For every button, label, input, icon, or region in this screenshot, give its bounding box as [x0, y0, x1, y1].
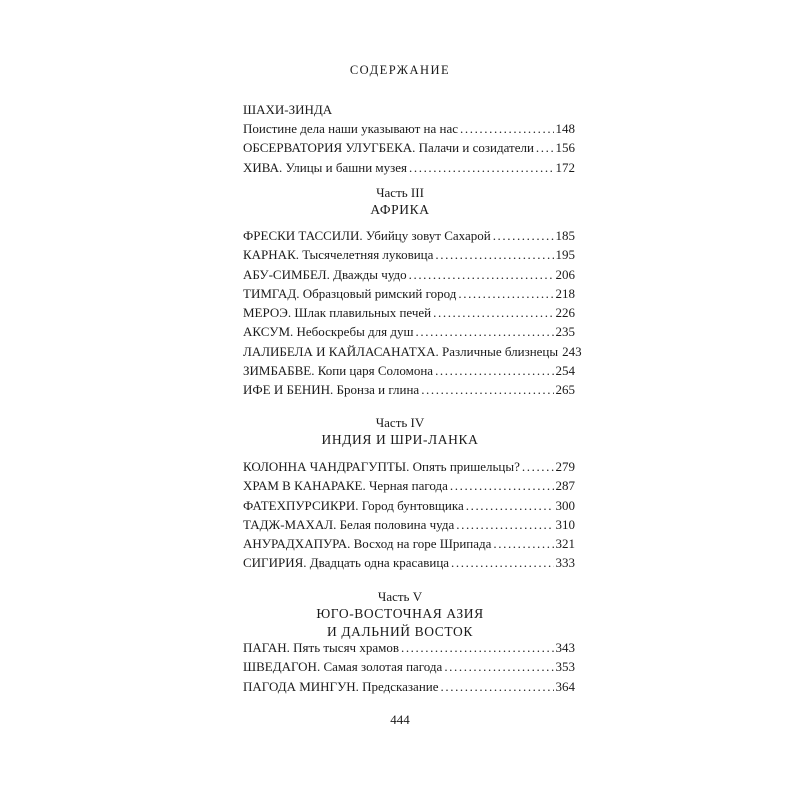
- toc-section-part4: [243, 457, 575, 573]
- toc-entry-title: ПАГОДА МИНГУН. Предсказание: [243, 678, 439, 694]
- leader-dots: [451, 553, 553, 572]
- toc-entry[interactable]: [243, 476, 575, 495]
- page-number: 444: [390, 712, 410, 727]
- toc-entry-title: ТИМГАД. Образцовый римский город: [243, 285, 457, 301]
- toc-entry-title: АНУРАДХАПУРА. Восход на горе Шрипада: [243, 536, 492, 552]
- toc-section-part3: [243, 226, 582, 400]
- toc-entry[interactable]: [243, 657, 575, 676]
- toc-entry-title: КАРНАК. Тысячелетняя луковица: [243, 247, 434, 263]
- toc-entry-page: 287: [555, 478, 575, 494]
- leader-dots: [493, 534, 553, 553]
- toc-entry[interactable]: [243, 534, 575, 553]
- toc-entry-title: ИФЕ И БЕНИН. Бронза и глина: [243, 382, 420, 398]
- leader-dots: [466, 496, 554, 515]
- toc-entry[interactable]: [243, 515, 575, 534]
- toc-entry-page: 148: [555, 121, 575, 136]
- part-label: Часть III: [376, 185, 424, 200]
- toc-entry-page: 353: [555, 659, 575, 675]
- toc-entry[interactable]: [243, 226, 575, 245]
- toc-entry-title: Поистине дела наши указывают на нас: [243, 121, 459, 136]
- leader-dots: [444, 657, 553, 676]
- toc-entry-title: ЛАЛИБЕЛА И КАЙЛАСАНАТХА. Различные близнецы: [243, 343, 559, 359]
- part-title: АФРИКА: [370, 202, 430, 217]
- toc-entry-title: ФАТЕХПУРСИКРИ. Город бунтовщика: [243, 497, 464, 513]
- toc-entry-page: 156: [555, 140, 575, 156]
- part-label: Часть IV: [375, 415, 425, 430]
- toc-entry-page: 226: [555, 305, 575, 321]
- leader-dots: [456, 515, 553, 534]
- part-label: Часть V: [377, 589, 423, 604]
- toc-entry-title: ПАГАН. Пять тысяч храмов: [243, 640, 399, 655]
- toc-entry-title: ТАДЖ-МАХАЛ. Белая половина чуда: [243, 516, 455, 532]
- toc-entry-page: 364: [555, 678, 575, 694]
- toc-section-top: [243, 100, 575, 177]
- leader-dots: [458, 284, 553, 303]
- leader-dots: [536, 138, 554, 157]
- toc-entry[interactable]: [243, 380, 575, 399]
- leader-dots: [435, 245, 553, 264]
- toc-entry-page: 321: [555, 536, 575, 552]
- toc-entry-page: 195: [555, 247, 575, 263]
- toc-entry-page: 300: [555, 497, 575, 513]
- toc-entry-page: 235: [555, 324, 575, 340]
- toc-entry[interactable]: [243, 322, 575, 341]
- leader-dots: [433, 303, 553, 322]
- toc-entry-title: ОБСЕРВАТОРИЯ УЛУГБЕКА. Палачи и созидатели: [243, 140, 534, 156]
- leader-dots: [450, 476, 554, 495]
- part-heading-5: [0, 588, 800, 641]
- toc-entry-title: АКСУМ. Небоскребы для душ: [243, 324, 414, 340]
- toc-entry-page: 206: [555, 266, 575, 282]
- part-title-line-1: ЮГО-ВОСТОЧНАЯ АЗИЯ: [316, 606, 484, 621]
- toc-entry-title: ХИВА. Улицы и башни музея: [243, 159, 408, 175]
- toc-entry[interactable]: [243, 138, 575, 157]
- toc-entry-title: МЕРОЭ. Шлак плавильных печей: [243, 305, 432, 321]
- part-title: ИНДИЯ И ШРИ-ЛАНКА: [321, 432, 479, 447]
- toc-entry[interactable]: [243, 496, 575, 515]
- toc-section-part5: [243, 638, 575, 696]
- leader-dots: [522, 457, 554, 476]
- part-heading-4: [0, 414, 800, 449]
- toc-entry-title: АБУ-СИМБЕЛ. Дважды чудо: [243, 266, 407, 282]
- leader-dots: [493, 226, 554, 245]
- toc-entry-page: 279: [555, 459, 575, 474]
- toc-entry[interactable]: [243, 245, 575, 264]
- leader-dots: [441, 677, 554, 696]
- toc-entry-page: 310: [555, 516, 575, 532]
- toc-entry-page: 333: [555, 555, 575, 571]
- toc-entry-page: 343: [555, 640, 575, 655]
- leader-dots: [421, 380, 553, 399]
- toc-entry[interactable]: [243, 457, 575, 476]
- toc-entry[interactable]: [243, 284, 575, 303]
- toc-entry[interactable]: [243, 638, 575, 657]
- toc-entry-page: 218: [555, 285, 575, 301]
- leader-dots: [409, 158, 553, 177]
- toc-entry[interactable]: [243, 158, 575, 177]
- leader-dots: [460, 119, 553, 138]
- part-heading-3: [0, 184, 800, 219]
- leader-dots: [401, 638, 554, 657]
- toc-entry-page: 254: [555, 363, 575, 379]
- toc-entry-title: СИГИРИЯ. Двадцать одна красавица: [243, 555, 450, 571]
- toc-entry-page: 243: [562, 343, 582, 359]
- toc-entry[interactable]: [243, 342, 582, 361]
- toc-entry[interactable]: [243, 265, 575, 284]
- leader-dots: [409, 265, 554, 284]
- toc-entry[interactable]: [243, 303, 575, 322]
- toc-entry-title: ШВЕДАГОН. Самая золотая пагода: [243, 659, 443, 675]
- toc-entry-heading: ШАХИ-ЗИНДА: [243, 102, 333, 117]
- toc-entry[interactable]: [243, 119, 575, 138]
- toc-entry-page: 185: [555, 228, 575, 243]
- toc-entry-title: ФРЕСКИ ТАССИЛИ. Убийцу зовут Сахарой: [243, 228, 491, 243]
- toc-entry-title: ЗИМБАБВЕ. Копи царя Соломона: [243, 363, 434, 379]
- leader-dots: [416, 322, 554, 341]
- toc-entry-title: КОЛОННА ЧАНДРАГУПТЫ. Опять пришельцы?: [243, 459, 520, 474]
- toc-entry[interactable]: [243, 361, 575, 380]
- leader-dots: [435, 361, 553, 380]
- toc-entry[interactable]: [243, 677, 575, 696]
- page-title: СОДЕРЖАНИЕ: [349, 63, 451, 77]
- toc-entry-page: 265: [555, 382, 575, 398]
- toc-entry-page: 172: [555, 159, 575, 175]
- part-title-line-2: И ДАЛЬНИЙ ВОСТОК: [327, 624, 473, 639]
- toc-entry[interactable]: [243, 553, 575, 572]
- toc-entry-title: ХРАМ В КАНАРАКЕ. Черная пагода: [243, 478, 448, 494]
